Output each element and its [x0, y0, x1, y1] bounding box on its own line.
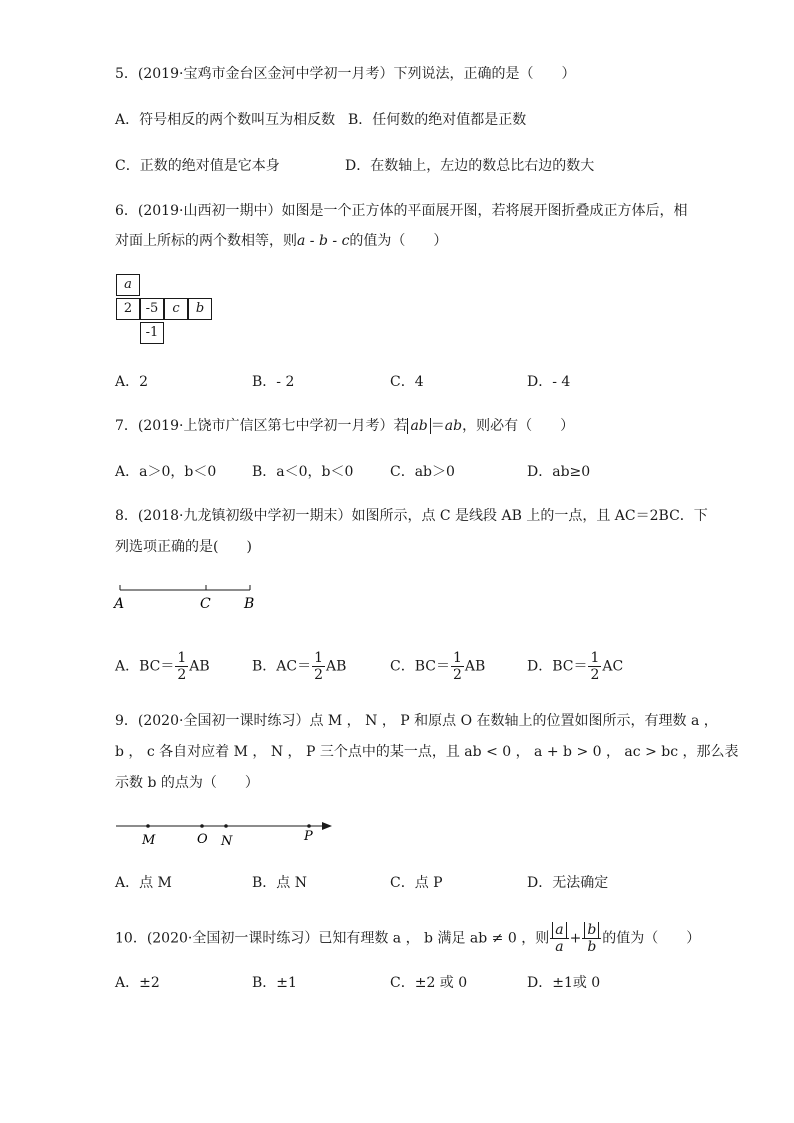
fraction-denominator: a	[555, 939, 564, 955]
fraction-numerator: 1	[314, 650, 324, 666]
q8-option-c-post: AB	[464, 658, 486, 675]
fraction-denominator: 2	[314, 667, 324, 683]
q7-stem-tail: ，则必有（ ）	[462, 418, 575, 434]
q6-stem-text: 对面上所标的两个数相等，则	[115, 233, 297, 249]
fraction-one-half	[312, 650, 325, 683]
number-line-figure	[110, 814, 340, 850]
point-p-dot	[307, 824, 311, 828]
q5-option-c: C．正数的绝对值是它本身	[115, 158, 280, 174]
q10-option-b: B．±1	[252, 975, 297, 991]
cube-net-cell-b: b	[188, 298, 212, 320]
q5-stem: 5．(2019·宝鸡市金台区金河中学初一月考）下列说法，正确的是（ ）	[115, 66, 576, 82]
fraction-abs-b-over-b	[582, 922, 601, 955]
cube-net-cell-neg5: -5	[140, 298, 164, 320]
q9-option-a: A．点 M	[115, 875, 172, 891]
fraction-denominator: 2	[590, 667, 600, 683]
fraction-numerator: 1	[590, 650, 600, 666]
cube-net-cell-c: c	[164, 298, 188, 320]
q10-option-d: D．±1或 0	[527, 975, 601, 991]
q8-option-c-pre: C．BC＝	[390, 658, 450, 675]
q8-option-b-post: AB	[326, 658, 347, 675]
point-o-dot	[200, 824, 204, 828]
point-p-label: P	[304, 829, 313, 844]
point-o-label: O	[197, 832, 208, 847]
fraction-numerator: 1	[452, 650, 462, 666]
cube-net-cell-2: 2	[116, 298, 140, 320]
point-b-label: B	[244, 596, 255, 612]
fraction-one-half	[451, 650, 464, 683]
fraction-abs-a-over-a	[550, 922, 568, 955]
point-m-dot	[146, 824, 150, 828]
abs-a: a	[552, 922, 566, 938]
q9-stem-line3: 示数 b 的点为（ ）	[115, 775, 259, 791]
q8-option-d-post: AC	[602, 658, 624, 675]
segment-ab-figure	[110, 578, 270, 614]
q6-option-d: D．- 4	[527, 374, 571, 390]
q10-option-c: C．±2 或 0	[390, 975, 468, 991]
point-m-label: M	[142, 833, 156, 848]
q8-option-d	[527, 650, 623, 683]
q8-option-a-post: AB	[189, 658, 210, 675]
q7-option-c: C．ab＞0	[390, 464, 455, 480]
q6-option-c: C．4	[390, 374, 424, 390]
q9-stem-line1: 9．(2020·全国初一课时练习）点 M ， N ， P 和原点 O 在数轴上的位置如图所示，有理数 a ，	[115, 713, 718, 729]
fraction-numerator	[550, 922, 568, 939]
q8-option-d-pre: D．BC＝	[527, 658, 588, 675]
q9-option-c: C．点 P	[390, 875, 443, 891]
q6-stem-line1: 6．(2019·山西初一期中）如图是一个正方体的平面展开图，若将展开图折叠成正方体后，相	[115, 203, 688, 219]
point-n-dot	[224, 824, 228, 828]
cube-net-cell-a: a	[116, 274, 140, 296]
point-c-label: C	[200, 596, 211, 612]
q6-expression: a - b - c	[297, 233, 350, 249]
point-a-label: A	[114, 596, 125, 612]
q5-option-a: A．符号相反的两个数叫互为相反数	[115, 112, 336, 128]
q7-stem	[115, 416, 574, 436]
q10-stem	[115, 922, 700, 955]
q8-option-b-pre: B．AC＝	[252, 658, 312, 675]
point-n-label: N	[221, 834, 233, 849]
fraction-one-half	[588, 650, 601, 683]
q8-option-a	[115, 650, 210, 683]
q6-stem-line2	[115, 231, 447, 251]
q8-option-a-pre: A．BC＝	[115, 658, 175, 675]
q10-stem-tail: 的值为（ ）	[602, 930, 701, 947]
number-line-arrow	[322, 822, 332, 830]
q5-option-b: B．任何数的绝对值都是正数	[348, 112, 527, 128]
cube-net-cell-neg1: -1	[140, 322, 164, 344]
q7-equals: ＝	[430, 418, 445, 434]
q6-stem-tail: 的值为（ ）	[349, 233, 448, 249]
q9-stem-line2: b ， c 各自对应着 M ， N ， P 三个点中的某一点，且 ab < 0 ， a + b > 0 ， ac > bc ，那么表	[115, 744, 739, 760]
q7-option-a: A．a＞0，b＜0	[115, 464, 217, 480]
q5-option-d: D．在数轴上，左边的数总比右边的数大	[345, 158, 595, 174]
abs-b: b	[584, 922, 599, 938]
fraction-numerator: 1	[177, 650, 187, 666]
fraction-denominator: 2	[177, 667, 187, 683]
fraction-denominator: b	[587, 939, 597, 955]
plus-sign: +	[569, 930, 582, 947]
q9-option-d: D．无法确定	[527, 875, 609, 891]
q7-abs-ab: ab	[407, 418, 430, 434]
q6-option-a: A．2	[115, 374, 149, 390]
q8-stem-line1: 8．(2018·九龙镇初级中学初一期末）如图所示，点 C 是线段 AB 上的一点，且 AC＝2BC．下	[115, 508, 708, 524]
q9-option-b: B．点 N	[252, 875, 307, 891]
q10-option-a: A．±2	[115, 975, 160, 991]
q8-stem-line2: 列选项正确的是( )	[115, 539, 252, 555]
q7-option-b: B．a＜0，b＜0	[252, 464, 354, 480]
fraction-one-half	[175, 650, 188, 683]
q7-stem-text: 7．(2019·上饶市广信区第七中学初一月考）若	[115, 418, 408, 434]
q7-rhs: ab	[444, 418, 463, 434]
q10-stem-text: 10．(2020·全国初一课时练习）已知有理数 a ， b 满足 ab ≠ 0 ，则	[115, 930, 550, 947]
q8-option-b	[252, 650, 346, 683]
fraction-numerator	[582, 922, 601, 939]
q8-option-c	[390, 650, 485, 683]
q6-option-b: B．- 2	[252, 374, 295, 390]
fraction-denominator: 2	[452, 667, 462, 683]
q7-option-d: D．ab≥0	[527, 464, 591, 480]
